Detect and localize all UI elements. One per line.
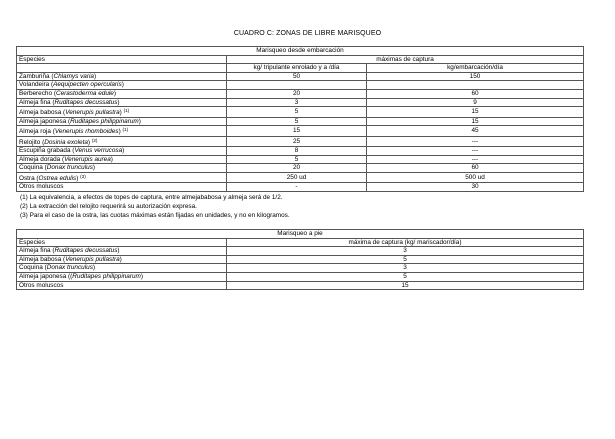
species-name: Coquina ( [19,164,47,172]
species-latin-name: Cerastoderma edule [55,90,114,98]
quota-per-harvester: 5 [227,272,584,281]
species-latin-name: Ruditapes decussatus [54,98,118,106]
species-cell [17,255,227,264]
species-latin-name: Ostrea edulis [38,174,77,182]
quota-per-harvester: 5 [227,255,584,264]
species-paren: ) [121,81,124,89]
table-row [17,89,584,98]
species-name: Almeja roja ( [19,128,55,136]
column-header-per-boat: kg/embarcación/día [367,64,584,73]
column-header-species: Especies [17,55,227,64]
species-cell [17,126,227,136]
species-cell [17,81,227,90]
species-cell [17,98,227,107]
species-paren: ) [140,273,143,281]
species-cell [17,146,227,155]
table-row [17,264,584,273]
species-paren: ) [92,164,96,172]
table-header-row [17,47,584,56]
quota-per-crew: 25 [227,136,367,146]
quota-per-boat: 60 [367,89,584,98]
species-paren: ) [117,247,120,255]
species-paren: ) [87,138,91,146]
species-name: Otros moluscos [19,183,64,191]
page-title: CUADRO C: ZONAS DE LIBRE MARISQUEO [233,30,382,37]
species-latin-name: Ruditapes philippinarum [72,273,141,281]
table-row [17,117,584,126]
quota-per-boat: 15 [367,107,584,117]
species-paren: ) [119,255,122,263]
species-name: Almeja fina ( [19,98,55,106]
table-header-row [17,55,584,64]
column-header-max: máximas de captura [227,55,584,64]
species-latin-name: Ruditapes philippinarum [70,117,139,125]
foot-quota-table [16,229,584,290]
species-name: Almeja japonesa (( [19,273,73,281]
species-name: Berberecho ( [19,90,56,98]
quota-per-boat: 60 [367,164,584,173]
footnote: (1) La equivalencia, a efectos de topes de captura, entre almejababosa y almeja será de 1/2. [20,194,283,201]
quota-per-crew: 20 [227,164,367,173]
column-header-max: máxima de captura (kg/ mariscador/día) [227,238,584,247]
column-header-per-crew: kg/ tripulante enrolado y a /día [227,64,367,73]
species-cell [17,183,227,192]
boat-quota-table [16,46,584,192]
species-latin-name: Venerupis pullastra [65,109,120,117]
species-name: Otros moluscos [19,281,64,289]
species-latin-name: Venus verrucosa [74,147,123,155]
species-cell [17,72,227,81]
quota-per-crew: 5 [227,117,367,126]
species-latin-name: Venerupis pullastra [65,255,120,263]
footnote-marker: (2) [91,137,98,143]
quota-per-crew: 3 [227,98,367,107]
species-paren: ) [76,174,79,182]
species-paren: ) [118,128,121,136]
table-row [17,98,584,107]
quota-per-crew: 5 [227,155,367,164]
table-row [17,126,584,136]
column-header-species: Especies [17,238,227,247]
quota-per-crew: 8 [227,146,367,155]
quota-per-boat: 45 [367,126,584,136]
table-header-row [17,230,584,239]
table-row [17,183,584,192]
quota-per-boat: 15 [367,117,584,126]
species-cell [17,107,227,117]
species-paren: ) [93,72,97,80]
species-cell [17,247,227,256]
species-paren: ) [117,98,120,106]
species-paren: ) [122,147,125,155]
table-row [17,272,584,281]
table-row [17,136,584,146]
quota-per-harvester: 15 [227,281,584,290]
species-cell [17,136,227,146]
quota-per-boat: --- [367,136,584,146]
species-cell [17,155,227,164]
species-latin-name: Dosinia exoleta [44,138,88,146]
table-header-row [17,64,584,73]
table-row [17,146,584,155]
species-latin-name: Ruditapes decussatus [54,247,118,255]
species-name: Ostra ( [19,174,39,182]
species-name: Almeja japonesa ( [19,117,71,125]
species-cell [17,172,227,182]
table-section-header: Marisqueo desde embarcación [17,47,584,56]
quota-per-boat: 30 [367,183,584,192]
species-name: Relojito ( [19,138,45,146]
species-paren: ) [92,264,96,272]
table-row [17,164,584,173]
quota-per-crew [227,81,367,90]
species-latin-name: Venerupis aurea [64,155,111,163]
quota-per-boat: 150 [367,72,584,81]
quota-per-boat: 500 ud [367,172,584,182]
footnote-marker: (3) [80,173,86,179]
species-name: Almeja fina ( [19,247,55,255]
quota-per-crew: 250 ud [227,172,367,182]
table-row [17,255,584,264]
quota-per-boat: --- [367,146,584,155]
table-row [17,155,584,164]
quota-per-crew: 15 [227,126,367,136]
table-row [17,107,584,117]
table-row [17,81,584,90]
quota-per-crew: 50 [227,72,367,81]
species-paren: ) [113,90,116,98]
footnote-marker: (1) [122,127,129,133]
table-row [17,281,584,290]
footnote: (2) La extracción del relojito requerirá su autorización expresa. [20,202,197,210]
species-paren: ) [138,117,141,125]
quota-per-crew: 5 [227,107,367,117]
species-cell [17,281,227,290]
species-paren: ) [119,109,122,117]
quota-per-boat [367,81,584,90]
species-name: Volandeira ( [19,81,54,89]
species-paren: ) [110,155,113,163]
species-latin-name: Donax trunculus [46,164,93,172]
table-section-header: Marisqueo a pie [17,230,584,239]
table-row [17,172,584,182]
species-cell [17,272,227,281]
footnotes [20,194,290,220]
table-header-row [17,238,584,247]
species-name: Escupiña grabada ( [19,147,75,155]
species-latin-name: Chlamys varia [53,72,94,80]
quota-per-boat: 9 [367,98,584,107]
species-name: Almeja babosa ( [19,255,66,263]
footnote-marker: (1) [123,108,130,114]
empty-cell [17,64,227,73]
species-latin-name: Aequipecten opercularis [53,81,122,89]
species-latin-name: Donax trunculus [46,264,93,272]
species-cell [17,89,227,98]
table-row [17,72,584,81]
species-name: Almeja dorada ( [19,155,65,163]
quota-per-crew: 20 [227,89,367,98]
species-name: Coquina ( [19,264,47,272]
species-cell [17,117,227,126]
quota-per-crew: - [227,183,367,192]
species-latin-name: Venerupis rhomboides [54,128,119,136]
footnote: (3) Para el caso de la ostra, las cuotas máximas están fijadas en unidades, y no en kilogramos. [20,211,290,219]
quota-per-harvester: 3 [227,247,584,256]
species-cell [17,264,227,273]
species-name: Almeja babosa ( [19,109,66,117]
quota-per-boat: --- [367,155,584,164]
quota-per-harvester: 3 [227,264,584,273]
species-name: Zamburiña ( [19,72,54,80]
table-row [17,247,584,256]
species-cell [17,164,227,173]
